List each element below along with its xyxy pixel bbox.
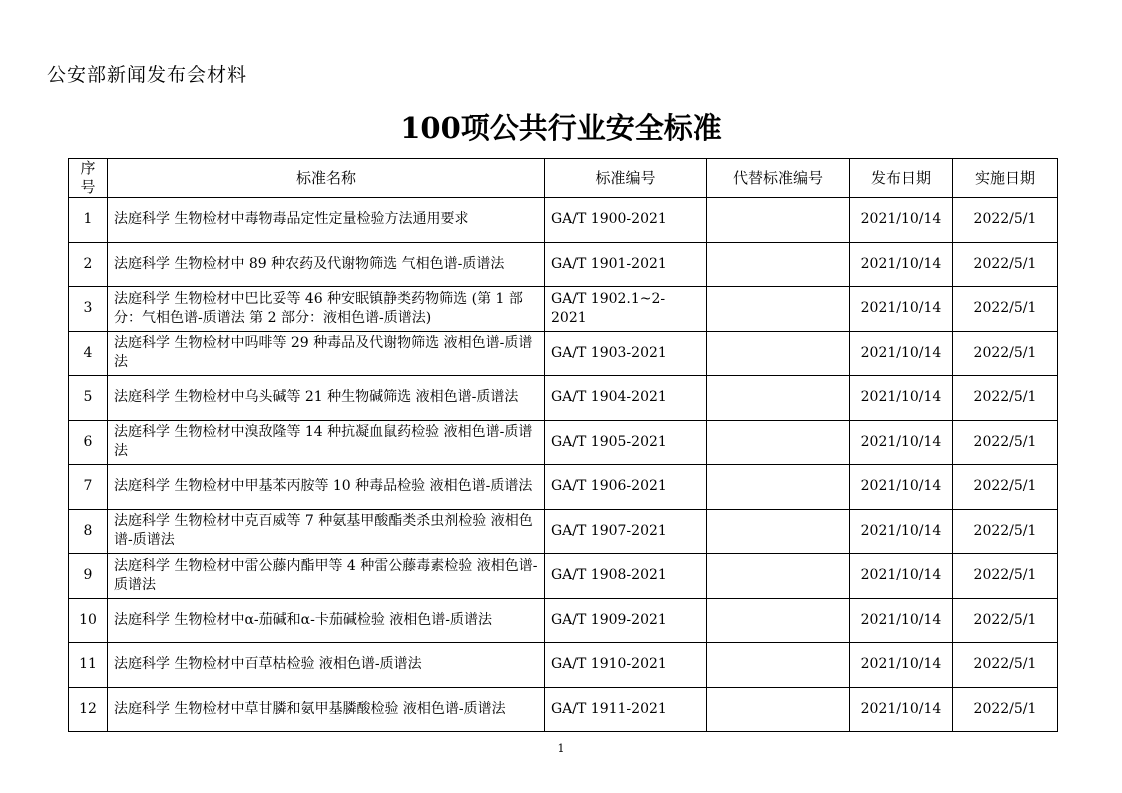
cell-code: GA/T 1903-2021 [545,331,707,376]
cell-publish-date: 2021/10/14 [850,420,953,465]
cell-no: 12 [69,687,108,732]
cell-publish-date: 2021/10/14 [850,687,953,732]
cell-publish-date: 2021/10/14 [850,643,953,688]
table-row [69,420,1058,465]
cell-no: 1 [69,198,108,243]
cell-name: 法庭科学 生物检材中 89 种农药及代谢物筛选 气相色谱-质谱法 [108,242,545,287]
column-header-replace: 代替标准编号 [707,159,850,198]
cell-no: 6 [69,420,108,465]
cell-no: 5 [69,376,108,421]
cell-name: 法庭科学 生物检材中雷公藤内酯甲等 4 种雷公藤毒素检验 液相色谱-质谱法 [108,554,545,599]
cell-code: GA/T 1908-2021 [545,554,707,599]
cell-replace [707,331,850,376]
cell-replace [707,420,850,465]
cell-replace [707,242,850,287]
cell-no: 10 [69,598,108,643]
cell-code: GA/T 1906-2021 [545,465,707,510]
cell-effective-date: 2022/5/1 [953,420,1058,465]
cell-effective-date: 2022/5/1 [953,554,1058,599]
standards-table [68,158,1058,732]
cell-code: GA/T 1910-2021 [545,643,707,688]
table-row [69,287,1058,332]
cell-name: 法庭科学 生物检材中百草枯检验 液相色谱-质谱法 [108,643,545,688]
cell-replace [707,376,850,421]
header-note: 公安部新闻发布会材料 [47,64,248,86]
cell-replace [707,509,850,554]
cell-no: 3 [69,287,108,332]
cell-effective-date: 2022/5/1 [953,242,1058,287]
cell-publish-date: 2021/10/14 [850,554,953,599]
table-row [69,198,1058,243]
cell-replace [707,643,850,688]
cell-effective-date: 2022/5/1 [953,287,1058,332]
cell-no: 4 [69,331,108,376]
column-header-publish: 发布日期 [850,159,953,198]
cell-code: GA/T 1909-2021 [545,598,707,643]
cell-code: GA/T 1904-2021 [545,376,707,421]
cell-code: GA/T 1905-2021 [545,420,707,465]
cell-publish-date: 2021/10/14 [850,376,953,421]
cell-no: 9 [69,554,108,599]
page-title: 100项公共行业安全标准 [400,111,722,145]
cell-name: 法庭科学 生物检材中毒物毒品定性定量检验方法通用要求 [108,198,545,243]
cell-no: 2 [69,242,108,287]
cell-replace [707,687,850,732]
cell-code: GA/T 1902.1~2-2021 [545,287,707,332]
cell-publish-date: 2021/10/14 [850,287,953,332]
cell-no: 11 [69,643,108,688]
cell-effective-date: 2022/5/1 [953,687,1058,732]
cell-replace [707,465,850,510]
cell-publish-date: 2021/10/14 [850,198,953,243]
table-row [69,554,1058,599]
cell-replace [707,598,850,643]
column-header-no: 序号 [69,159,108,198]
cell-effective-date: 2022/5/1 [953,598,1058,643]
cell-publish-date: 2021/10/14 [850,331,953,376]
cell-name: 法庭科学 生物检材中巴比妥等 46 种安眠镇静类药物筛选 (第 1 部分：气相色谱-质谱法 第 2 部分：液相色谱-质谱法) [108,287,545,332]
cell-name: 法庭科学 生物检材中克百威等 7 种氨基甲酸酯类杀虫剂检验 液相色谱-质谱法 [108,509,545,554]
cell-code: GA/T 1907-2021 [545,509,707,554]
cell-publish-date: 2021/10/14 [850,465,953,510]
column-header-name: 标准名称 [108,159,545,198]
cell-code: GA/T 1911-2021 [545,687,707,732]
page-number: 1 [557,742,565,755]
cell-name: 法庭科学 生物检材中草甘膦和氨甲基膦酸检验 液相色谱-质谱法 [108,687,545,732]
cell-name: 法庭科学 生物检材中α-茄碱和α-卡茄碱检验 液相色谱-质谱法 [108,598,545,643]
cell-name: 法庭科学 生物检材中溴敌隆等 14 种抗凝血鼠药检验 液相色谱-质谱法 [108,420,545,465]
table-row [69,465,1058,510]
cell-code: GA/T 1901-2021 [545,242,707,287]
cell-no: 8 [69,509,108,554]
cell-name: 法庭科学 生物检材中乌头碱等 21 种生物碱筛选 液相色谱-质谱法 [108,376,545,421]
cell-name: 法庭科学 生物检材中吗啡等 29 种毒品及代谢物筛选 液相色谱-质谱法 [108,331,545,376]
column-header-effective: 实施日期 [953,159,1058,198]
table-row [69,687,1058,732]
cell-effective-date: 2022/5/1 [953,331,1058,376]
cell-effective-date: 2022/5/1 [953,643,1058,688]
cell-no: 7 [69,465,108,510]
table-row [69,598,1058,643]
cell-effective-date: 2022/5/1 [953,376,1058,421]
table-row [69,643,1058,688]
cell-effective-date: 2022/5/1 [953,198,1058,243]
cell-replace [707,554,850,599]
table-row [69,331,1058,376]
cell-effective-date: 2022/5/1 [953,509,1058,554]
cell-name: 法庭科学 生物检材中甲基苯丙胺等 10 种毒品检验 液相色谱-质谱法 [108,465,545,510]
table-row [69,242,1058,287]
cell-effective-date: 2022/5/1 [953,465,1058,510]
cell-code: GA/T 1900-2021 [545,198,707,243]
cell-publish-date: 2021/10/14 [850,598,953,643]
column-header-code: 标准编号 [545,159,707,198]
table-row [69,509,1058,554]
cell-replace [707,287,850,332]
cell-replace [707,198,850,243]
table-header-row [69,159,1058,198]
cell-publish-date: 2021/10/14 [850,242,953,287]
table-row [69,376,1058,421]
cell-publish-date: 2021/10/14 [850,509,953,554]
